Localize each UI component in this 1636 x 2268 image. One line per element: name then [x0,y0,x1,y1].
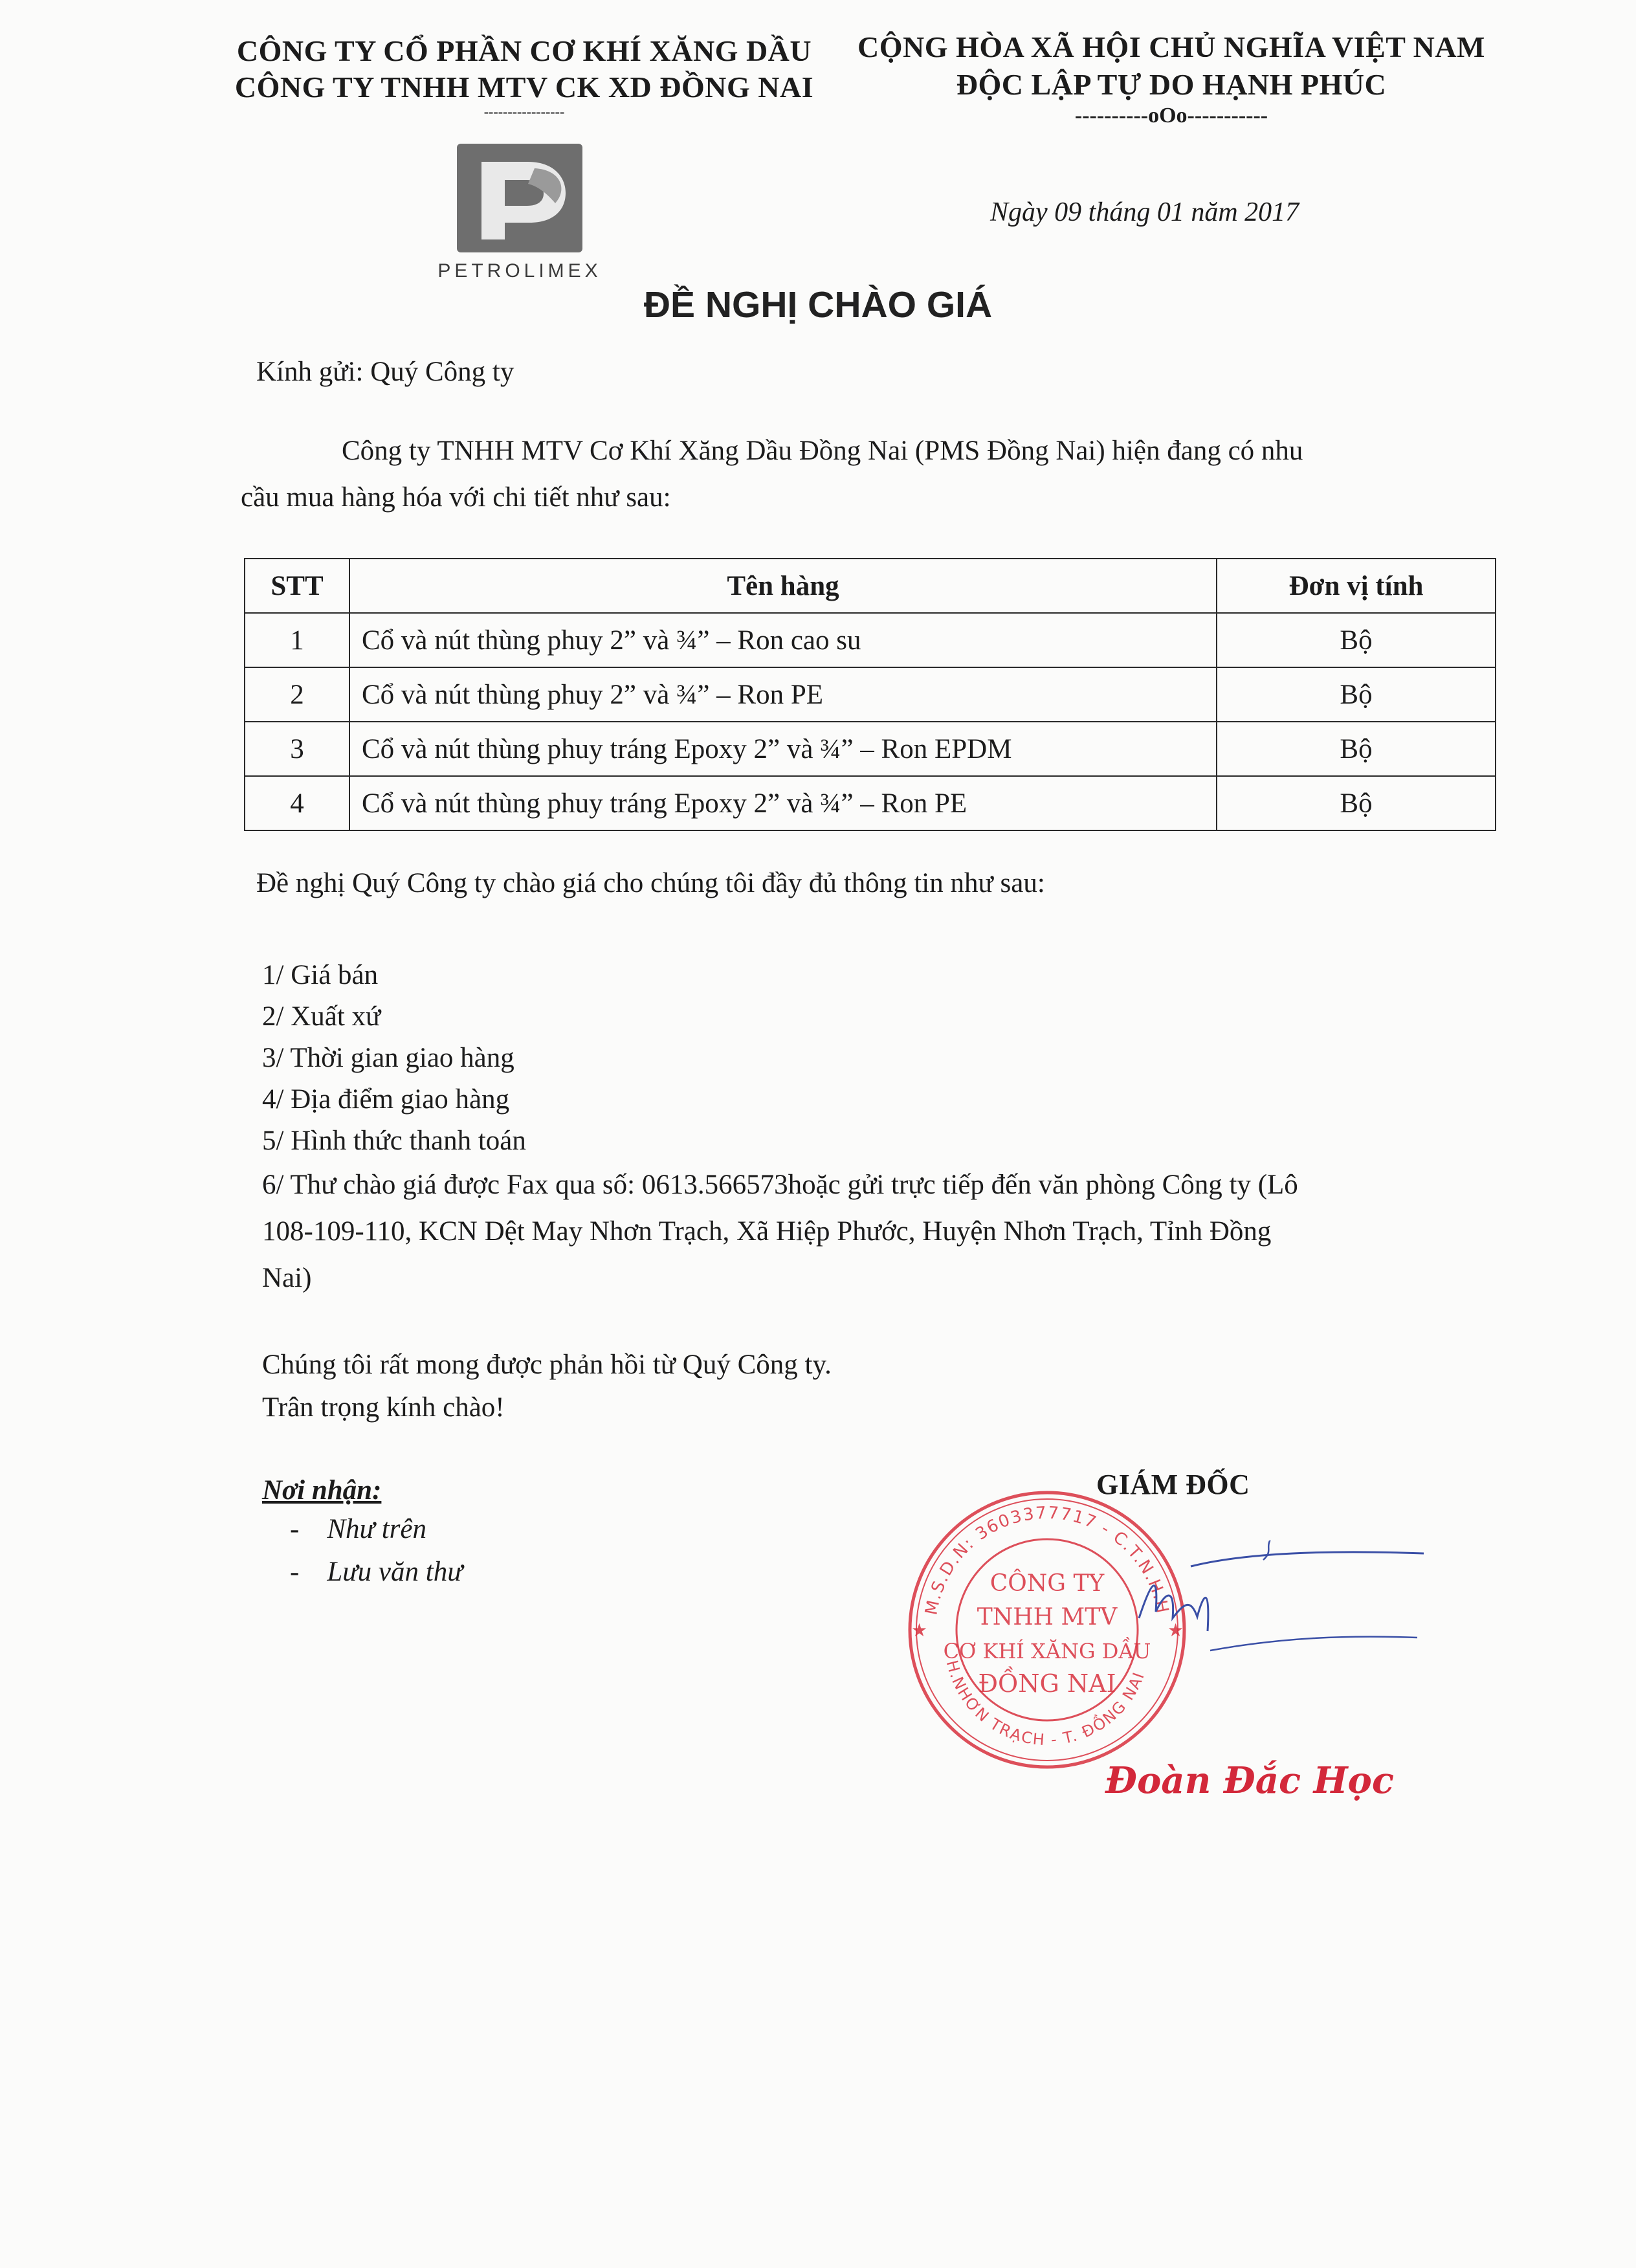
request-line: Đề nghị Quý Công ty chào giá cho chúng tôi đầy đủ thông tin như sau: [256,868,1045,898]
signer-title: GIÁM ĐỐC [1096,1469,1250,1500]
nation-motto-line1: CỘNG HÒA XÃ HỘI CHỦ NGHĨA VIỆT NAM [857,30,1485,63]
table-row [245,776,1496,830]
company-divider: ----------------- [483,104,565,120]
recipients-label: Nơi nhận: [262,1475,382,1506]
row-item-name: Cổ và nút thùng phuy tráng Epoxy 2” và ¾” – Ron PE [349,776,1217,830]
svg-text:M.S.D.N: 3603377717 - C.T.N.H.: M.S.D.N: 3603377717 - C.T.N.H.H [922,1503,1173,1617]
items-table [244,558,1496,831]
table-row [245,667,1496,722]
svg-text:H.NHƠN TRẠCH - T. ĐỒNG NAI: H.NHƠN TRẠCH - T. ĐỒNG NAI [942,1658,1149,1750]
column-header-item-name: Tên hàng [349,559,1217,613]
row-item-name: Cổ và nút thùng phuy tráng Epoxy 2” và ¾” – Ron EPDM [349,722,1217,776]
nation-divider: ----------oOo----------- [1074,104,1268,128]
document-date: Ngày 09 tháng 01 năm 2017 [990,197,1299,227]
svg-text:★: ★ [911,1619,928,1641]
closing-line-2: Trân trọng kính chào! [262,1392,505,1423]
table-row [245,722,1496,776]
company-name-line1: CÔNG TY CỔ PHẦN CƠ KHÍ XĂNG DẦU [236,34,812,67]
signer-name: Đoàn Đắc Học [1105,1759,1394,1802]
seal-line-1: CÔNG TY [989,1570,1105,1597]
recipient-item: - Lưu văn thư [290,1557,463,1587]
row-stt: 1 [245,613,349,667]
table-row [245,613,1496,667]
row-unit: Bộ [1217,667,1496,722]
column-header-unit: Đơn vị tính [1217,559,1496,613]
fax-line-1: 6/ Thư chào giá được Fax qua số: 0613.566573hoặc gửi trực tiếp đến văn phòng Công ty (Lô [262,1170,1298,1200]
seal-line-2: TNHH MTV [977,1604,1118,1630]
closing-line-1: Chúng tôi rất mong được phản hồi từ Quý Công ty. [262,1350,832,1380]
requirement-item: 5/ Hình thức thanh toán [262,1126,526,1156]
seal-line-4: ĐỒNG NAI [978,1669,1116,1698]
document-title: ĐỀ NGHỊ CHÀO GIÁ [643,284,993,326]
requirement-item: 4/ Địa điểm giao hàng [262,1084,510,1115]
column-header-stt: STT [245,559,349,613]
fax-line-3: Nai) [262,1263,312,1293]
row-stt: 2 [245,667,349,722]
row-stt: 4 [245,776,349,830]
requirement-item: 3/ Thời gian giao hàng [262,1043,514,1073]
recipient-line: Kính gửi: Quý Công ty [256,357,514,387]
intro-line-1: Công ty TNHH MTV Cơ Khí Xăng Dầu Đồng Nai (PMS Đồng Nai) hiện đang có nhu [342,436,1303,466]
svg-text:★: ★ [1167,1619,1184,1641]
row-stt: 3 [245,722,349,776]
row-item-name: Cổ và nút thùng phuy 2” và ¾” – Ron PE [349,667,1217,722]
row-unit: Bộ [1217,776,1496,830]
intro-line-2: cầu mua hàng hóa với chi tiết như sau: [241,482,671,513]
company-name-line2: CÔNG TY TNHH MTV CK XD ĐỒNG NAI [234,71,814,104]
row-unit: Bộ [1217,613,1496,667]
handwritten-signature [1113,1540,1437,1657]
seal-line-3: CƠ KHÍ XĂNG DẦU [943,1639,1151,1663]
table-header-row [245,559,1496,613]
row-unit: Bộ [1217,722,1496,776]
requirement-item: 2/ Xuất xứ [262,1001,381,1032]
row-item-name: Cổ và nút thùng phuy 2” và ¾” – Ron cao su [349,613,1217,667]
fax-line-2: 108-109-110, KCN Dệt May Nhơn Trạch, Xã Hiệp Phước, Huyện Nhơn Trạch, Tỉnh Đồng [262,1216,1272,1247]
petrolimex-logo [457,144,582,252]
requirement-item: 1/ Giá bán [262,960,379,990]
logo-wordmark: PETROLIMEX [437,260,602,282]
recipient-item: - Như trên [290,1514,426,1544]
nation-motto-line2: ĐỘC LẬP TỰ DO HẠNH PHÚC [956,68,1387,101]
